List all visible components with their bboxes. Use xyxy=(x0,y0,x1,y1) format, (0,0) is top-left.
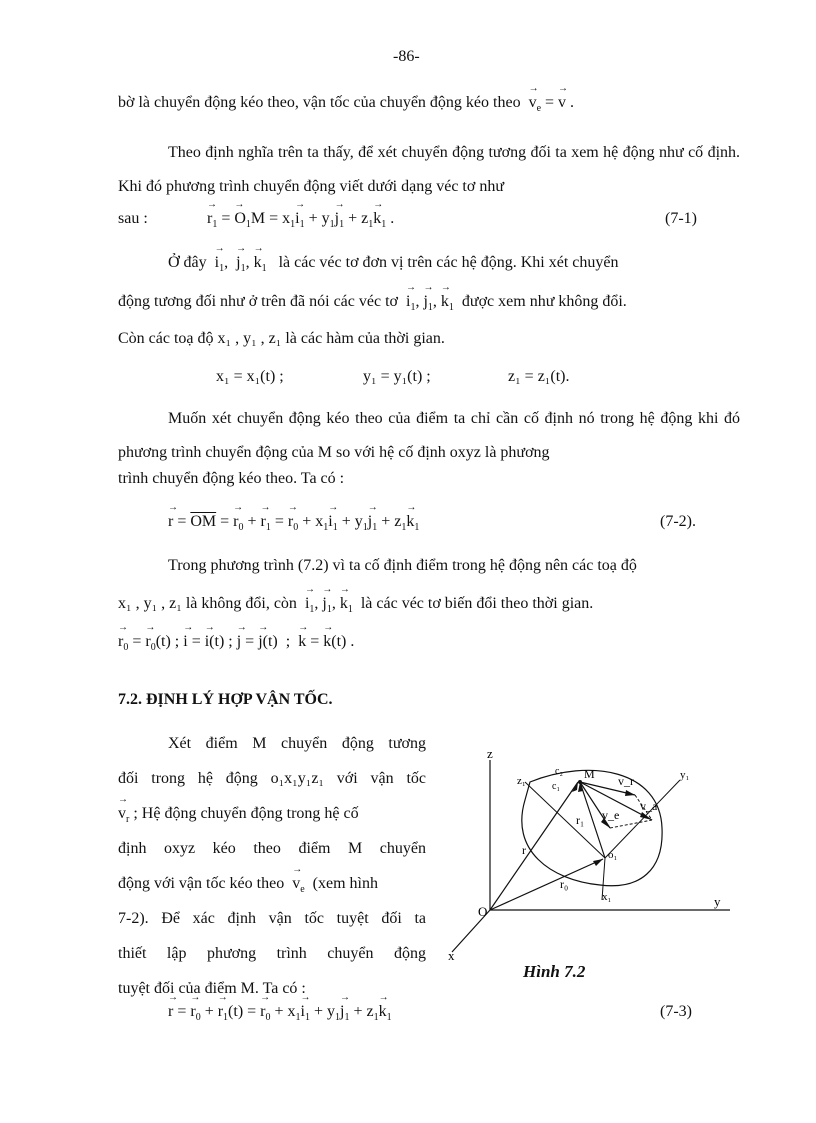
fig-label-c2: c₂ xyxy=(555,766,563,777)
fig-label-y1: y₁ xyxy=(680,769,690,781)
equation-label: (7-1) xyxy=(665,210,697,227)
section-line: tuyệt đối của điểm M. Ta có : xyxy=(118,980,306,997)
fig-label-y: y xyxy=(714,894,721,909)
section-line: đối trong hệ động o₁x₁y₁z₁ với vận tốc xyxy=(118,770,426,787)
coord-x-equation: x₁ = x₁(t) ; xyxy=(216,368,284,385)
fig-label-z: z xyxy=(487,746,493,761)
paragraph-text: sau : xyxy=(118,210,148,227)
section-line: Xét điểm M chuyển động tương xyxy=(168,735,426,752)
fig-label-vr: v_r xyxy=(618,774,634,788)
paragraph-line: Ở đây → $i_1$, → $j_1$, → $k_1$ là các véc tơ đơn vị trên các hệ động. Khi xét chuyển xyxy=(168,254,618,274)
equation-label: (7-3) xyxy=(660,1003,692,1020)
fig-label-ve: v_e xyxy=(602,808,620,822)
fig-label-z1: z₁ xyxy=(517,775,526,787)
section-line: → $v_r$ ; Hệ động chuyển động trong hệ cố xyxy=(118,805,359,825)
fig-label-c1: c₁ xyxy=(552,781,560,792)
equation-7-2: → $r = \overline{OM}$ = → $r_0$ + → $r_1$ = → $r_0 + x_1\to i_1 + y_1\to j_1 + z_1\to k_1$ xyxy=(168,513,419,533)
paragraph-text: là các véc tơ biến đổi theo thời gian. xyxy=(360,595,594,612)
paragraph-text: động tương đối như ở trên đã nói các véc tơ xyxy=(118,293,398,310)
fig-label-r: r xyxy=(522,843,526,857)
equation-ve-v: → $v_e$ = → v . xyxy=(525,94,574,111)
page-number: -86- xyxy=(393,48,420,65)
equation-7-1: → $r_1$ = → $O_1M = x_1\to i_1 + y_1\to j_1 + z_1\to k_1$ . xyxy=(207,210,394,230)
fig-label-M: M xyxy=(584,767,595,781)
paragraph-text: là các véc tơ đơn vị trên các hệ động. Khi xét chuyển xyxy=(278,254,619,271)
paragraph-text: động khi đó phương trình chuyển động của M so với hệ cố định oxyz là phương xyxy=(118,410,741,461)
paragraph-text: động với vận tốc kéo theo xyxy=(118,875,285,892)
section-heading: 7.2. ĐỊNH LÝ HỢP VẬN TỐC. xyxy=(118,691,333,708)
paragraph-text: Ở đây xyxy=(168,254,207,271)
paragraph-line: Trong phương trình (7.2) vì ta cố định điểm trong hệ động nên các toạ độ xyxy=(168,557,637,574)
paragraph xyxy=(118,402,740,470)
paragraph-text: động như cố định. Khi đó phương trình chuyển động viết dưới dạng véc tơ như xyxy=(118,144,741,195)
paragraph-line xyxy=(118,210,148,228)
section-line: định oxyz kéo theo điểm M chuyển xyxy=(118,840,426,857)
fig-label-r1: r₁ xyxy=(576,813,585,827)
paragraph-line: động tương đối như ở trên đã nói các véc tơ → $i_1$, → $j_1$, → $k_1$ được xem như không đổi. xyxy=(118,293,627,313)
paragraph-text: bờ là chuyển động kéo theo, vận tốc của chuyển động kéo theo xyxy=(118,94,521,111)
paragraph-text: ; Hệ động chuyển động trong hệ cố xyxy=(133,805,359,822)
paragraph-text: được xem như không đổi. xyxy=(461,293,627,310)
vector-time-equation: → $r_0$ = → $r_0(t)$ ; → i = → i(t) ; → j = → j(t) ; → k = → k(t) . xyxy=(118,633,354,653)
figure-7-2 xyxy=(440,740,740,970)
paragraph-line: Còn các toạ độ x₁ , y₁ , z₁ là các hàm của thời gian. xyxy=(118,330,445,347)
fig-label-x: x xyxy=(448,948,455,963)
section-line: thiết lập phương trình chuyển động xyxy=(118,945,426,962)
paragraph-text: x₁ , y₁ , z₁ là không đổi, còn xyxy=(118,595,297,612)
fig-label-O: O xyxy=(478,904,488,919)
section-line: 7-2). Để xác định vận tốc tuyệt đối ta xyxy=(118,910,426,927)
equation-7-3: → r = → $r_0$ + → $r_1(t)$ = → $r_0 + x_1\to i_1 + y_1\to j_1 + z_1\to k_1$ xyxy=(168,1003,392,1023)
paragraph-line: trình chuyển động kéo theo. Ta có : xyxy=(118,470,345,487)
paragraph-line: x₁ , y₁ , z₁ là không đổi, còn → $i_1$, → $j_1$, → $k_1$ là các véc tơ biến đổi theo thời gian. xyxy=(118,595,593,615)
equation-label: (7-2). xyxy=(660,513,696,530)
fig-label-va: v_a xyxy=(640,799,658,813)
paragraph-line xyxy=(118,94,574,114)
paragraph-text: (xem hình xyxy=(312,875,378,892)
paragraph-text: Muốn xét chuyển động kéo theo của điểm ta chỉ cần cố định nó trong hệ xyxy=(168,410,655,427)
figure-caption: Hình 7.2 xyxy=(523,962,586,981)
fig-label-x1: x₁ xyxy=(602,891,612,903)
coord-y-equation: y₁ = y₁(t) ; xyxy=(363,368,431,385)
fig-label-o1: o₁ xyxy=(608,849,618,861)
fig-label-ro: r₀ xyxy=(560,877,569,891)
paragraph-text: Theo định nghĩa trên ta thấy, để xét chuyển động tương đối ta xem hệ xyxy=(168,144,619,161)
coord-z-equation: z₁ = z₁(t). xyxy=(508,368,570,385)
paragraph xyxy=(118,136,740,204)
section-line: động với vận tốc kéo theo → $v_e$ (xem hình xyxy=(118,875,378,895)
